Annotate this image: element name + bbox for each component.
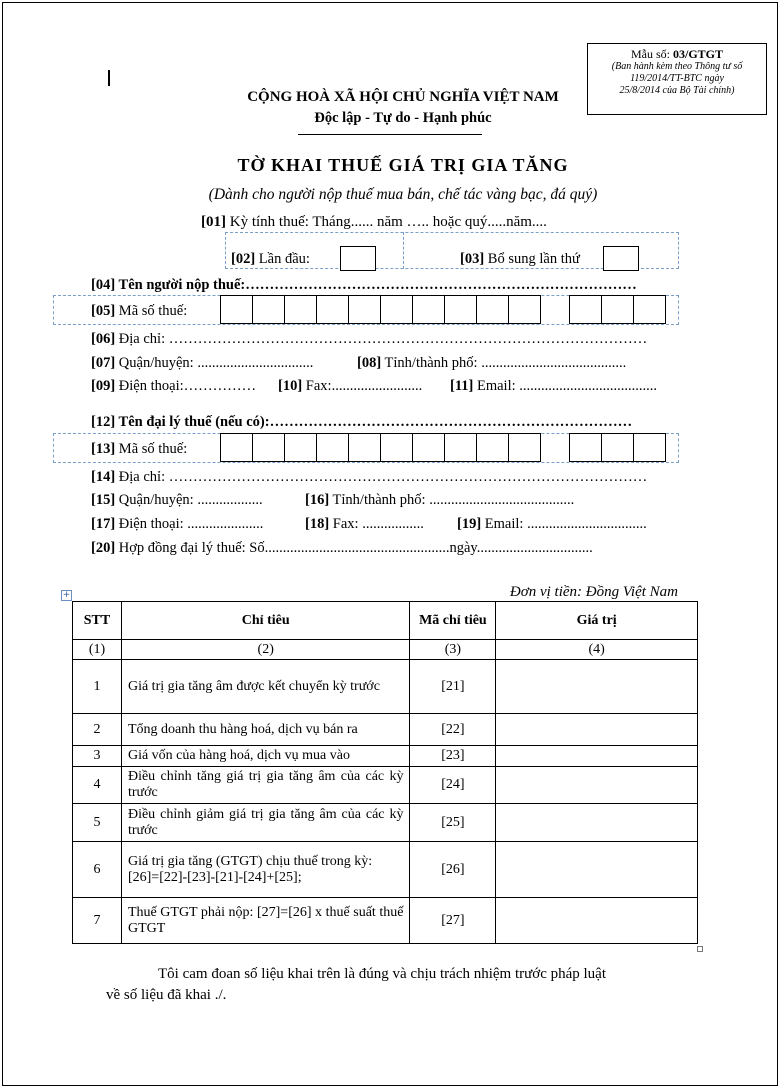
- tax-id-digit[interactable]: [380, 295, 413, 324]
- agent-tax-id-grid[interactable]: [221, 433, 666, 462]
- declaration-line2: về số liệu đã khai ./.: [106, 987, 227, 1003]
- row-code: [21]: [410, 660, 496, 714]
- row-code: [25]: [410, 804, 496, 842]
- row-stt: 3: [73, 746, 122, 767]
- field-02-first-time: [02] Lần đầu:: [231, 251, 310, 267]
- tax-id-branch-digit[interactable]: [569, 295, 602, 324]
- field-18-agent-fax: [18] Fax: .................: [305, 516, 424, 532]
- table-row: [73, 714, 698, 746]
- row-code: [26]: [410, 842, 496, 898]
- row-code: [22]: [410, 714, 496, 746]
- table-row: [73, 660, 698, 714]
- table-row: [73, 898, 698, 944]
- country-name: CỘNG HOÀ XÃ HỘI CHỦ NGHĨA VIỆT NAM: [247, 89, 559, 105]
- row-code: [24]: [410, 767, 496, 804]
- page-subtitle: (Dành cho người nộp thuế mua bán, chế tác vàng bạc, đá quý): [208, 186, 598, 203]
- taxpayer-tax-id-grid[interactable]: [221, 295, 666, 324]
- agent-tax-id-digit[interactable]: [316, 433, 349, 462]
- field-16-agent-province: [16] Tỉnh/thành phố: ........................................: [305, 492, 575, 508]
- field-15-agent-district: [15] Quận/huyện: ..................: [91, 492, 263, 508]
- form-number-box: [587, 43, 767, 115]
- agent-tax-id-digit[interactable]: [476, 433, 509, 462]
- agent-tax-id-digit[interactable]: [412, 433, 445, 462]
- tax-id-digit[interactable]: [444, 295, 477, 324]
- field-06-address: [06] Địa chỉ: ………………………………………………………………………………………: [91, 331, 648, 347]
- col-number: (2): [121, 640, 409, 660]
- tax-id-digit[interactable]: [412, 295, 445, 324]
- header-value: Giá trị: [496, 602, 698, 640]
- col-number: (3): [410, 640, 496, 660]
- row-desc: Giá trị gia tăng (GTGT) chịu thuế trong kỳ:: [127, 853, 373, 869]
- first-time-checkbox[interactable]: [340, 246, 376, 271]
- field-20-agent-contract: [20] Hợp đồng đại lý thuế: Số...................................................ngày................................: [91, 540, 593, 556]
- tax-id-digit[interactable]: [508, 295, 541, 324]
- field-08-province: [08] Tỉnh/thành phố: ........................................: [357, 355, 627, 371]
- row-stt: 1: [73, 660, 122, 714]
- row-stt: 4: [73, 767, 122, 804]
- tax-id-digit[interactable]: [284, 295, 317, 324]
- table-move-handle-icon[interactable]: +: [62, 590, 71, 600]
- col-number: (1): [73, 640, 122, 660]
- row-value-cell[interactable]: [496, 746, 698, 767]
- table-row: [73, 767, 698, 804]
- row-desc: Giá trị gia tăng âm được kết chuyển kỳ trước: [121, 660, 409, 714]
- tax-id-branch-digit[interactable]: [633, 295, 666, 324]
- agent-tax-id-digit[interactable]: [348, 433, 381, 462]
- agent-tax-id-digit[interactable]: [508, 433, 541, 462]
- text-cursor: [108, 70, 110, 86]
- field-19-agent-email: [19] Email: .................................: [457, 516, 647, 532]
- tax-id-spacer: [541, 295, 570, 324]
- tax-id-digit[interactable]: [476, 295, 509, 324]
- group-divider: [403, 232, 404, 269]
- field-03-supplement: [03] Bổ sung lần thứ: [460, 251, 580, 267]
- field-05-tax-id: [05] Mã số thuế:: [91, 303, 188, 319]
- form-number: Mẫu số: 03/GTGT: [630, 47, 723, 61]
- table-row: [73, 842, 698, 898]
- row-code: [27]: [410, 898, 496, 944]
- row-value-cell[interactable]: [496, 660, 698, 714]
- agent-tax-id-digit[interactable]: [252, 433, 285, 462]
- field-11-email: [11] Email: ......................................: [450, 378, 658, 394]
- page-title: TỜ KHAI THUẾ GIÁ TRỊ GIA TĂNG: [237, 155, 569, 175]
- field-07-district: [07] Quận/huyện: ................................: [91, 355, 314, 371]
- declaration: [108, 964, 678, 1006]
- col-number: (4): [496, 640, 698, 660]
- declaration-line1: Tôi cam đoan số liệu khai trên là đúng và chịu trách nhiệm trước pháp luật: [158, 966, 607, 982]
- row-value-cell[interactable]: [496, 714, 698, 746]
- form-note-line3: 25/8/2014 của Bộ Tài chính): [619, 85, 735, 96]
- field-04-taxpayer-name: [04] Tên người nộp thuế:………………………………………………………………………: [91, 277, 637, 293]
- field-12-agent-name: [12] Tên đại lý thuế (nếu có):…………………………………………………………………: [91, 414, 633, 430]
- agent-tax-id-digit[interactable]: [444, 433, 477, 462]
- field-09-phone: [09] Điện thoại:……………: [91, 378, 257, 394]
- form-note-line1: (Ban hành kèm theo Thông tư số: [611, 61, 743, 72]
- row-stt: 7: [73, 898, 122, 944]
- national-motto: Độc lập - Tự do - Hạnh phúc: [314, 110, 492, 126]
- field-14-agent-address: [14] Địa chỉ: ………………………………………………………………………………………: [91, 469, 648, 485]
- tax-id-digit[interactable]: [220, 295, 253, 324]
- row-formula: [26]=[22]-[23]-[21]-[24]+[25];: [127, 869, 302, 885]
- row-code: [23]: [410, 746, 496, 767]
- row-desc-cell: [121, 842, 409, 898]
- row-desc: Thuế GTGT phải nộp: [27]=[26] x thuế suất thuế GTGT: [121, 898, 409, 944]
- agent-tax-id-spacer: [541, 433, 570, 462]
- tax-id-branch-digit[interactable]: [601, 295, 634, 324]
- agent-tax-id-branch-digit[interactable]: [601, 433, 634, 462]
- header-stt: STT: [73, 602, 122, 640]
- row-value-cell[interactable]: [496, 767, 698, 804]
- agent-tax-id-branch-digit[interactable]: [633, 433, 666, 462]
- table-row: [73, 804, 698, 842]
- row-value-cell[interactable]: [496, 804, 698, 842]
- row-desc: Giá vốn của hàng hoá, dịch vụ mua vào: [121, 746, 409, 767]
- row-stt: 5: [73, 804, 122, 842]
- table-resize-handle-icon[interactable]: [697, 946, 703, 952]
- table-row: [73, 746, 698, 767]
- row-desc: Tổng doanh thu hàng hoá, dịch vụ bán ra: [121, 714, 409, 746]
- field-01-period: [01] Kỳ tính thuế: Tháng...... năm ….. hoặc quý.....năm....: [201, 214, 547, 230]
- field-17-agent-phone: [17] Điện thoại: .....................: [91, 516, 264, 532]
- row-desc: Điều chỉnh tăng giá trị gia tăng âm của các kỳ trước: [121, 767, 409, 804]
- agent-tax-id-digit[interactable]: [220, 433, 253, 462]
- row-value-cell[interactable]: [496, 842, 698, 898]
- supplement-number-box[interactable]: [603, 246, 639, 271]
- field-13-agent-tax-id: [13] Mã số thuế:: [91, 441, 188, 457]
- tax-table: [72, 601, 698, 944]
- column-number-row: [73, 640, 698, 660]
- agent-tax-id-branch-digit[interactable]: [569, 433, 602, 462]
- motto-underline: [298, 134, 482, 135]
- header-code: Mã chỉ tiêu: [410, 602, 496, 640]
- row-stt: 2: [73, 714, 122, 746]
- row-value-cell[interactable]: [496, 898, 698, 944]
- row-stt: 6: [73, 842, 122, 898]
- tax-id-digit[interactable]: [316, 295, 349, 324]
- agent-tax-id-digit[interactable]: [380, 433, 413, 462]
- form-note-line2: 119/2014/TT-BTC ngày: [630, 73, 724, 84]
- agent-tax-id-digit[interactable]: [284, 433, 317, 462]
- tax-id-digit[interactable]: [348, 295, 381, 324]
- row-desc: Điều chỉnh giảm giá trị gia tăng âm của các kỳ trước: [121, 804, 409, 842]
- field-10-fax: [10] Fax:.........................: [278, 378, 423, 394]
- tax-id-digit[interactable]: [252, 295, 285, 324]
- currency-unit: Đơn vị tiền: Đồng Việt Nam: [509, 584, 678, 600]
- table-header-row: [73, 602, 698, 640]
- header-indicator: Chỉ tiêu: [121, 602, 409, 640]
